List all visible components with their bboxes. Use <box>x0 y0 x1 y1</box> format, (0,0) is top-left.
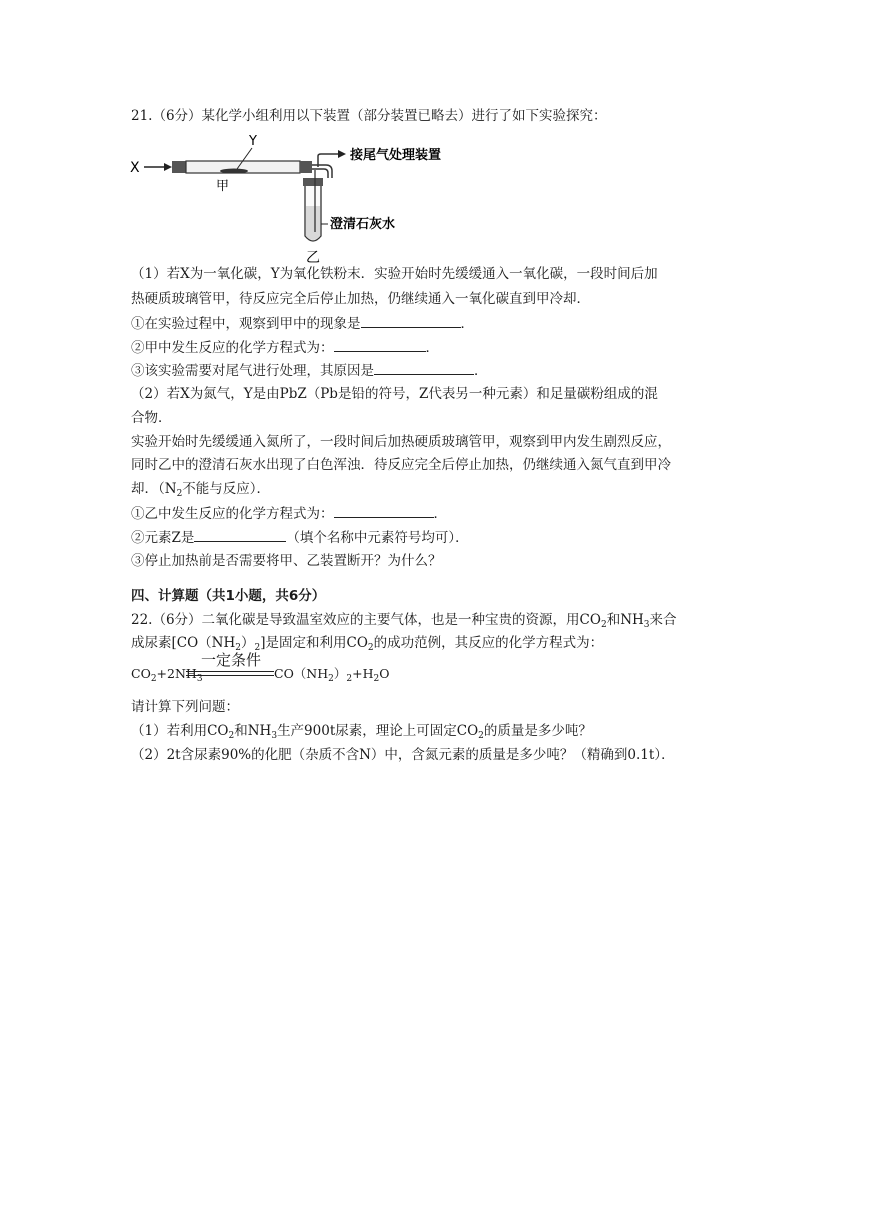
answer-blank[interactable] <box>334 503 434 518</box>
limewater-liquid <box>306 206 320 240</box>
label-jia: 甲 <box>216 179 230 194</box>
answer-blank[interactable] <box>374 360 474 375</box>
powder-y <box>220 169 248 174</box>
q22-subq1: （1）若利用$CO_2$和$NH_3$生产900t尿素，理论上可固定$CO_2$的质量是多少吨？ <box>131 723 592 741</box>
q21-heading: 21.（6分）某化学小组利用以下装置（部分装置已略去）进行了如下实验探究： <box>131 108 607 124</box>
q21-p2-line1: （2）若X为氮气，Y是由PbZ（Pb是铅的符号，Z代表另一种元素）和足量碳粉组成的混 <box>131 386 658 402</box>
apparatus-diagram <box>128 132 458 267</box>
equation-condition: 一定条件 <box>200 651 261 669</box>
q21-p2-q1: ①乙中发生反应的化学方程式为： ． <box>131 503 447 524</box>
q22-prompt: 请计算下列问题： <box>131 699 239 715</box>
equation-right: $CO(NH_2)_2+H_2O$ <box>274 666 390 684</box>
test-tube-stopper <box>303 178 323 186</box>
q21-p1-line2: 热硬质玻璃管甲，待反应完全后停止加热，仍继续通入一氧化碳直到甲冷却． <box>131 291 590 307</box>
q21-p2-line3: 实验开始时先缓缓通入氮所了，一段时间后加热硬质玻璃管甲，观察到甲内发生剧烈反应， <box>131 434 671 450</box>
q21-p2-line2: 合物． <box>131 410 172 426</box>
q21-p2-q2: ②元素Z是 （填个名称中元素符号均可）． <box>131 527 469 548</box>
label-y: Y <box>249 134 257 149</box>
section4-title: 四、计算题（共1小题，共6分） <box>131 588 326 604</box>
inlet-arrow-head <box>164 163 172 171</box>
label-x: X <box>130 160 140 176</box>
q21-p1-q2: ②甲中发生反应的化学方程式为： ． <box>131 337 439 358</box>
q21-p1-q3: ③该实验需要对尾气进行处理，其原因是 ． <box>131 360 488 381</box>
q22-subq2: （2）2t含尿素90%的化肥（杂质不含N）中，含氮元素的质量是多少吨？（精确到0.1t）． <box>131 747 675 763</box>
label-limewater: 澄清石灰水 <box>330 217 396 232</box>
exhaust-arrow-head <box>338 150 346 158</box>
answer-blank[interactable] <box>334 337 426 352</box>
q22-line2: 成尿素$[CO(NH_2)_2]$是固定和利用$CO_2$的成功范例，其反应的化学方程式为： <box>131 635 604 653</box>
q21-p2-q3: ③停止加热前是否需要将甲、乙装置断开？为什么？ <box>131 553 442 569</box>
right-stopper <box>300 161 312 173</box>
equation-left: $CO_2+2NH_3$ <box>131 666 203 684</box>
q21-p1-q1: ①在实验过程中，观察到甲中的现象是 ． <box>131 313 474 334</box>
answer-blank[interactable] <box>194 527 286 542</box>
label-yi: 乙 <box>306 250 320 266</box>
answer-blank[interactable] <box>361 313 461 328</box>
left-stopper <box>172 161 186 173</box>
q21-p1-line1: （1）若X为一氧化碳，Y为氧化铁粉末．实验开始时先缓缓通入一氧化碳，一段时间后加 <box>131 266 658 282</box>
q21-p2-line4: 同时乙中的澄清石灰水出现了白色浑浊．待反应完全后停止加热，仍继续通入氮气直到甲冷 <box>131 457 671 473</box>
q22-line1: 22.（6分）二氧化碳是导致温室效应的主要气体，也是一种宝贵的资源，用$CO_2$和$NH_3$来合 <box>131 612 677 630</box>
label-exhaust: 接尾气处理装置 <box>350 148 442 163</box>
q21-p2-line5: 却．（$N_2$不能与反应）． <box>131 481 271 499</box>
